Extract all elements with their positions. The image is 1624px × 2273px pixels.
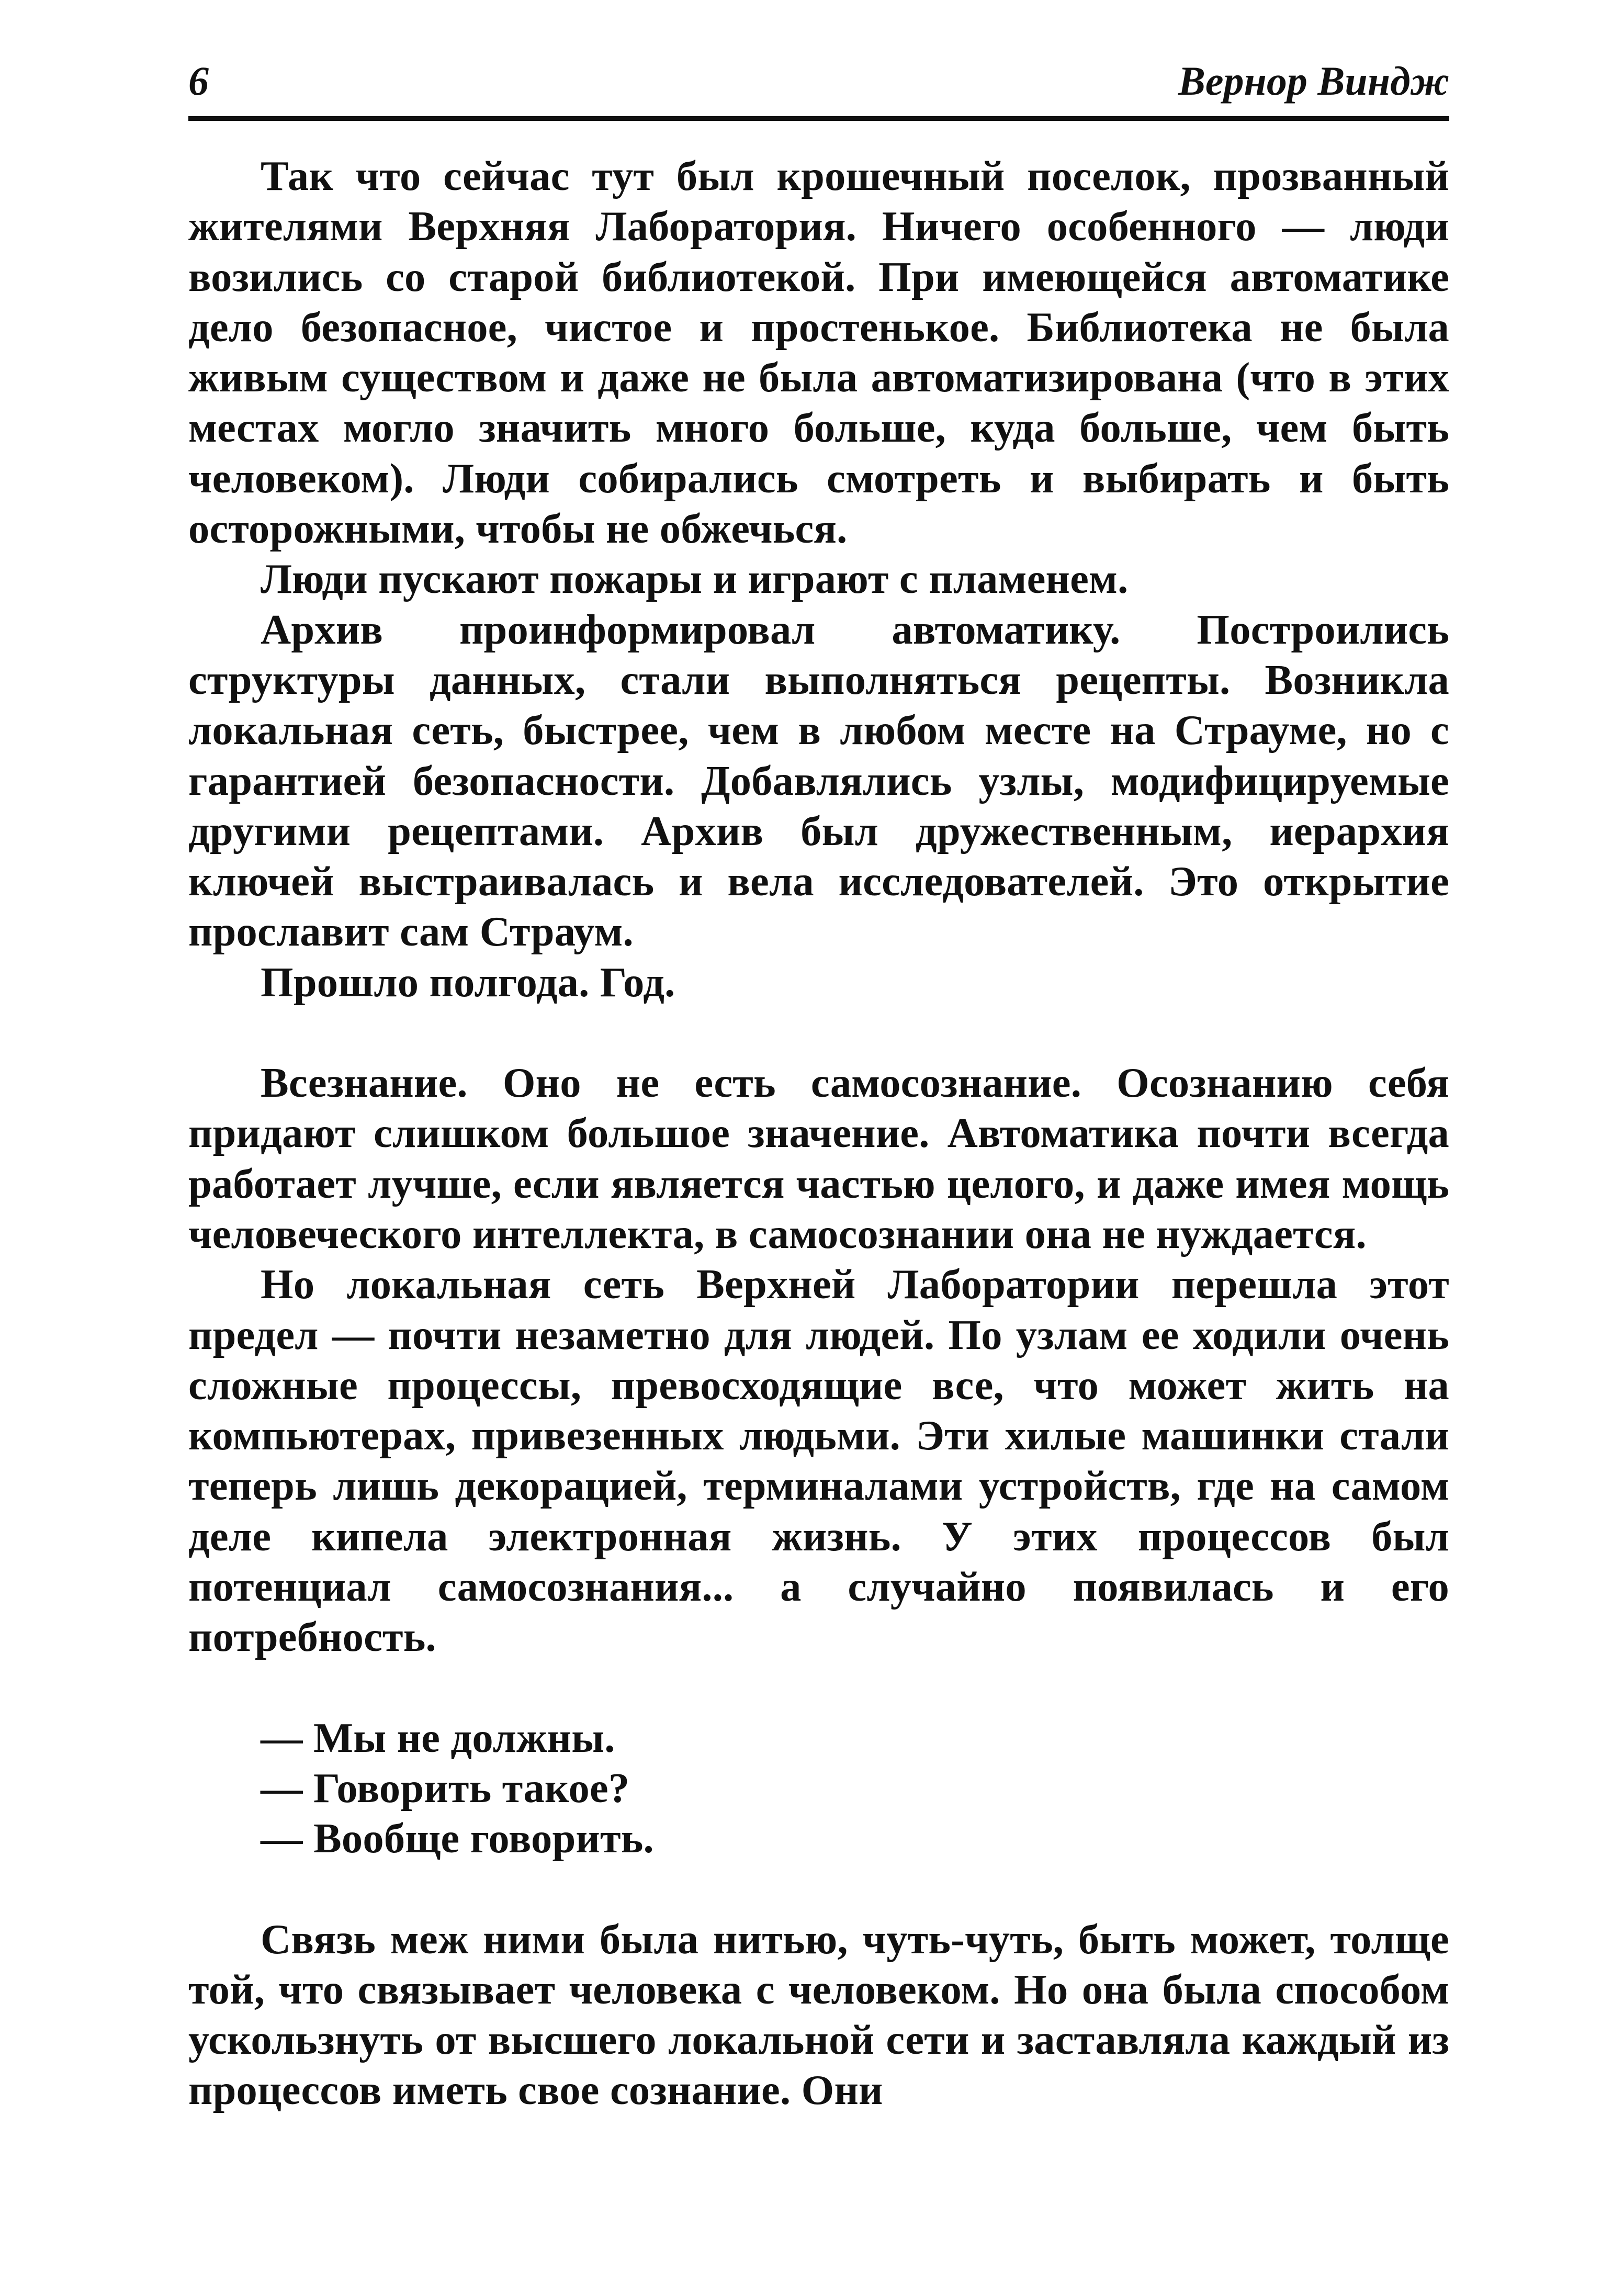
dialogue-line: — Вообще говорить. [261,1815,654,1862]
paragraph: Люди пускают пожары и играют с пламенем. [261,556,1129,603]
running-head-author: Вернор Виндж [1178,58,1449,104]
paragraph: Прошло полгода. Год. [261,959,675,1006]
dialogue-line: — Мы не должны. [261,1714,615,1761]
paragraph: Связь меж ними была нитью, чуть-чуть, быть может, толще той, что связывает человека с человеком. Но она была способом ускользнуть от высшего локальной сети и заставляла каждый из процессов иметь свое сознание. Они [188,1916,1449,2114]
page-number: 6 [188,58,209,104]
running-head [188,58,1449,121]
body-text [188,151,1449,2116]
paragraph: Но локальная сеть Верхней Лаборатории перешла этот предел — почти незаметно для людей. По узлам ее ходили очень сложные процессы, превосходящие все, что может жить на компьютерах, привезенных людьми. Эти хилые машинки стали теперь лишь декорацией, терминалами устройств, где на самом деле кипела электронная жизнь. У этих процессов был потенциал самосознания... а случайно появилась и его потребность. [188,1261,1449,1661]
dialogue-line: — Говорить такое? [261,1764,630,1811]
paragraph: Всезнание. Оно не есть самосознание. Осознанию себя придают слишком большое значение. Автоматика почти всегда работает лучше, если является частью целого, и даже имея мощь человеческого интеллекта, в самосознании она не нуждается. [188,1060,1449,1257]
book-page [188,58,1449,2116]
paragraph: Архив проинформировал автоматику. Построились структуры данных, стали выполняться рецепты. Возникла локальная сеть, быстрее, чем в любом месте на Страуме, но с гарантией безопасности. Добавлялись узлы, модифицируемые другими рецептами. Архив был дружественным, иерархия ключей выстраивалась и вела исследователей. Это открытие прославит сам Страум. [188,606,1449,955]
paragraph: Так что сейчас тут был крошечный поселок, прозванный жителями Верхняя Лаборатория. Ничего особенного — люди возились со старой библиотекой. При имеющейся автоматике дело безопасное, чистое и простенькое. Библиотека не была живым существом и даже не была автоматизирована (что в этих местах могло значить много больше, куда больше, чем быть человеком). Люди собирались смотреть и выбирать и быть осторожными, чтобы не обжечься. [188,153,1449,553]
